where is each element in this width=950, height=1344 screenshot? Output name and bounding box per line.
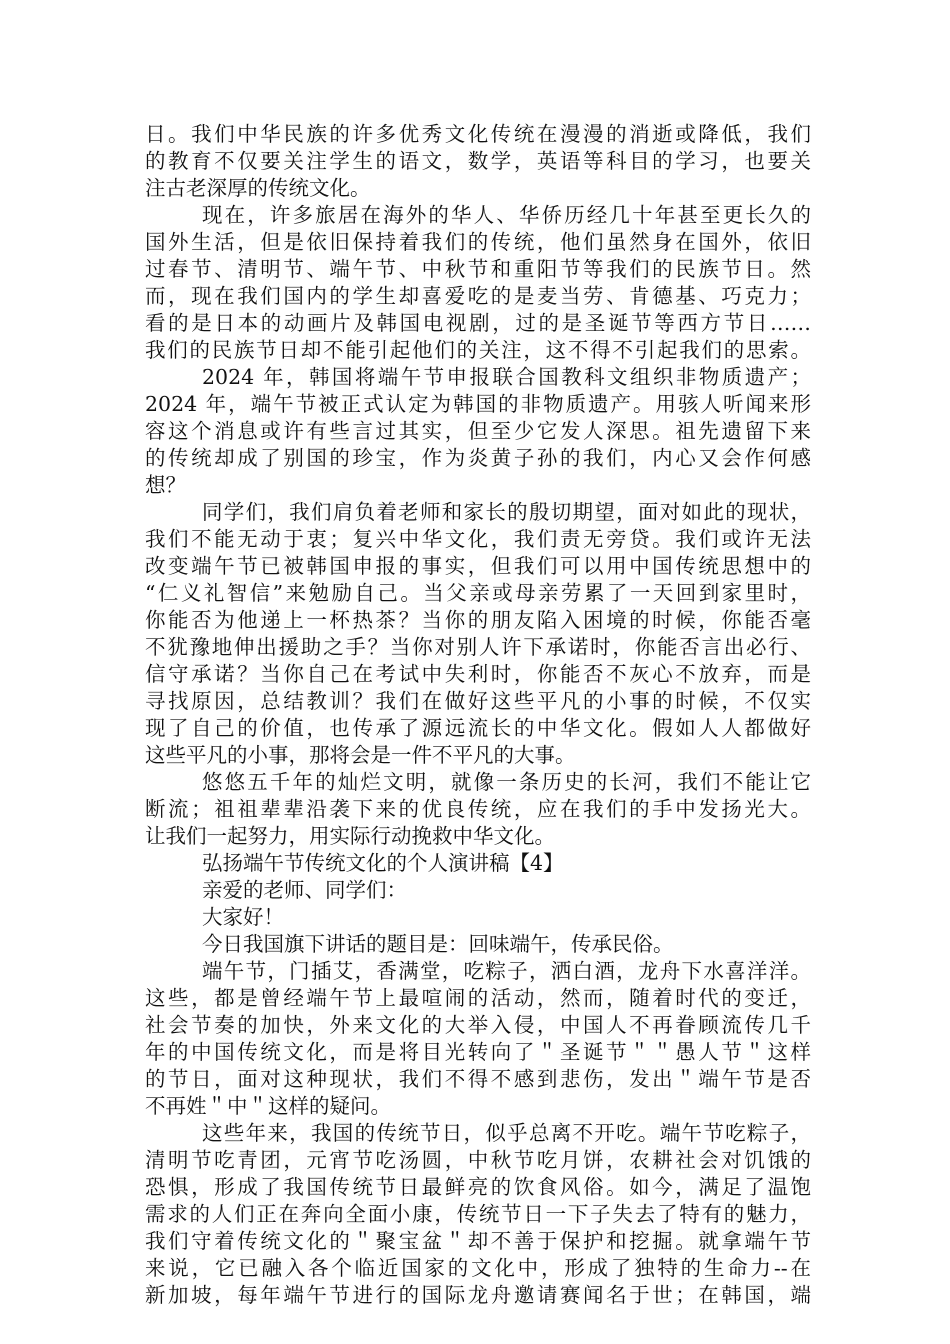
text-line: 的节日，面对这种现状，我们不得不感到悲伤，发出＂端午节是否 — [145, 1067, 811, 1091]
text-line: 而，现在我们国内的学生却喜爱吃的是麦当劳、肯德基、巧克力； — [145, 284, 811, 308]
text-line: 寻找原因，总结教训？我们在做好这些平凡的小事的时候，不仅实 — [145, 689, 811, 713]
text-line: 断流；祖祖辈辈沿袭下来的优良传统，应在我们的手中发扬光大。 — [145, 797, 811, 821]
text-line: 这些年来，我国的传统节日，似乎总离不开吃。端午节吃粽子， — [202, 1121, 811, 1145]
text-line: 2024 年，端午节被正式认定为韩国的非物质遗产。用骇人听闻来形 — [145, 392, 811, 416]
text-line: 的教育不仅要关注学生的语文，数学，英语等科目的学习，也要关 — [145, 149, 811, 173]
text-line: 这些，都是曾经端午节上最喧闹的活动，然而，随着时代的变迁， — [145, 986, 811, 1010]
text-line: 这些平凡的小事，那将会是一件不平凡的大事。 — [145, 743, 576, 767]
text-line: 不犹豫地伸出援助之手？当你对别人许下承诺时，你能否言出必行、 — [145, 635, 811, 659]
text-line: 同学们，我们肩负着老师和家长的殷切期望，面对如此的现状， — [202, 500, 811, 524]
text-line: 我们不能无动于衷；复兴中华文化，我们责无旁贷。我们或许无法 — [145, 527, 811, 551]
text-line: 的传统却成了别国的珍宝，作为炎黄子孙的我们，内心又会作何感 — [145, 446, 811, 470]
text-line: 你能否为他递上一杯热茶？当你的朋友陷入困境的时候，你能否毫 — [145, 608, 811, 632]
text-line: 日。我们中华民族的许多优秀文化传统在漫漫的消逝或降低，我们 — [145, 122, 811, 146]
text-line: 现了自己的价值，也传承了源远流长的中华文化。假如人人都做好 — [145, 716, 811, 740]
text-line: 容这个消息或许有些言过其实，但至少它发人深思。祖先遗留下来 — [145, 419, 811, 443]
text-line: 2024 年，韩国将端午节申报联合国教科文组织非物质遗产； — [202, 365, 811, 389]
text-line: 我们守着传统文化的＂聚宝盆＂却不善于保护和挖掘。就拿端午节 — [145, 1229, 811, 1253]
text-line: 亲爱的老师、同学们： — [202, 878, 407, 902]
text-line: 恐惧，形成了我国传统节日最鲜亮的饮食风俗。如今，满足了温饱 — [145, 1175, 811, 1199]
text-line: 来说，它已融入各个临近国家的文化中，形成了独特的生命力--在 — [145, 1256, 811, 1280]
text-line: 过春节、清明节、端午节、中秋节和重阳节等我们的民族节日。然 — [145, 257, 811, 281]
text-line: 现在，许多旅居在海外的华人、华侨历经几十年甚至更长久的 — [202, 203, 811, 227]
text-line: 大家好！ — [202, 905, 284, 929]
text-line: 弘扬端午节传统文化的个人演讲稿【4】 — [202, 851, 564, 875]
text-line: “仁义礼智信”来勉励自己。当父亲或母亲劳累了一天回到家里时， — [145, 581, 811, 605]
text-line: 改变端午节已被韩国申报的事实，但我们可以用中国传统思想中的 — [145, 554, 811, 578]
text-line: 想？ — [145, 473, 186, 497]
text-line: 看的是日本的动画片及韩国电视剧，过的是圣诞节等西方节日…… — [145, 311, 811, 335]
text-line: 国外生活，但是依旧保持着我们的传统，他们虽然身在国外，依旧 — [145, 230, 811, 254]
text-line: 新加坡，每年端午节进行的国际龙舟邀请赛闻名于世；在韩国，端 — [145, 1283, 811, 1307]
text-line: 让我们一起努力，用实际行动挽救中华文化。 — [145, 824, 555, 848]
text-line: 清明节吃青团，元宵节吃汤圆，中秋节吃月饼，农耕社会对饥饿的 — [145, 1148, 811, 1172]
text-line: 注古老深厚的传统文化。 — [145, 176, 371, 200]
text-line: 需求的人们正在奔向全面小康，传统节日一下子失去了特有的魅力， — [145, 1202, 811, 1226]
text-line: 端午节，门插艾，香满堂，吃粽子，洒白酒，龙舟下水喜洋洋。 — [202, 959, 811, 983]
text-line: 信守承诺？当你自己在考试中失利时，你能否不灰心不放弃，而是 — [145, 662, 811, 686]
document-body — [145, 121, 811, 1309]
text-line: 社会节奏的加快，外来文化的大举入侵，中国人不再眷顾流传几千 — [145, 1013, 811, 1037]
text-line: 今日我国旗下讲话的题目是：回味端午，传承民俗。 — [202, 932, 674, 956]
text-line: 不再姓＂中＂这样的疑问。 — [145, 1094, 391, 1118]
text-line: 悠悠五千年的灿烂文明，就像一条历史的长河，我们不能让它 — [202, 770, 811, 794]
text-line: 年的中国传统文化，而是将目光转向了＂圣诞节＂＂愚人节＂这样 — [145, 1040, 811, 1064]
text-line: 我们的民族节日却不能引起他们的关注，这不得不引起我们的思索。 — [145, 338, 811, 362]
